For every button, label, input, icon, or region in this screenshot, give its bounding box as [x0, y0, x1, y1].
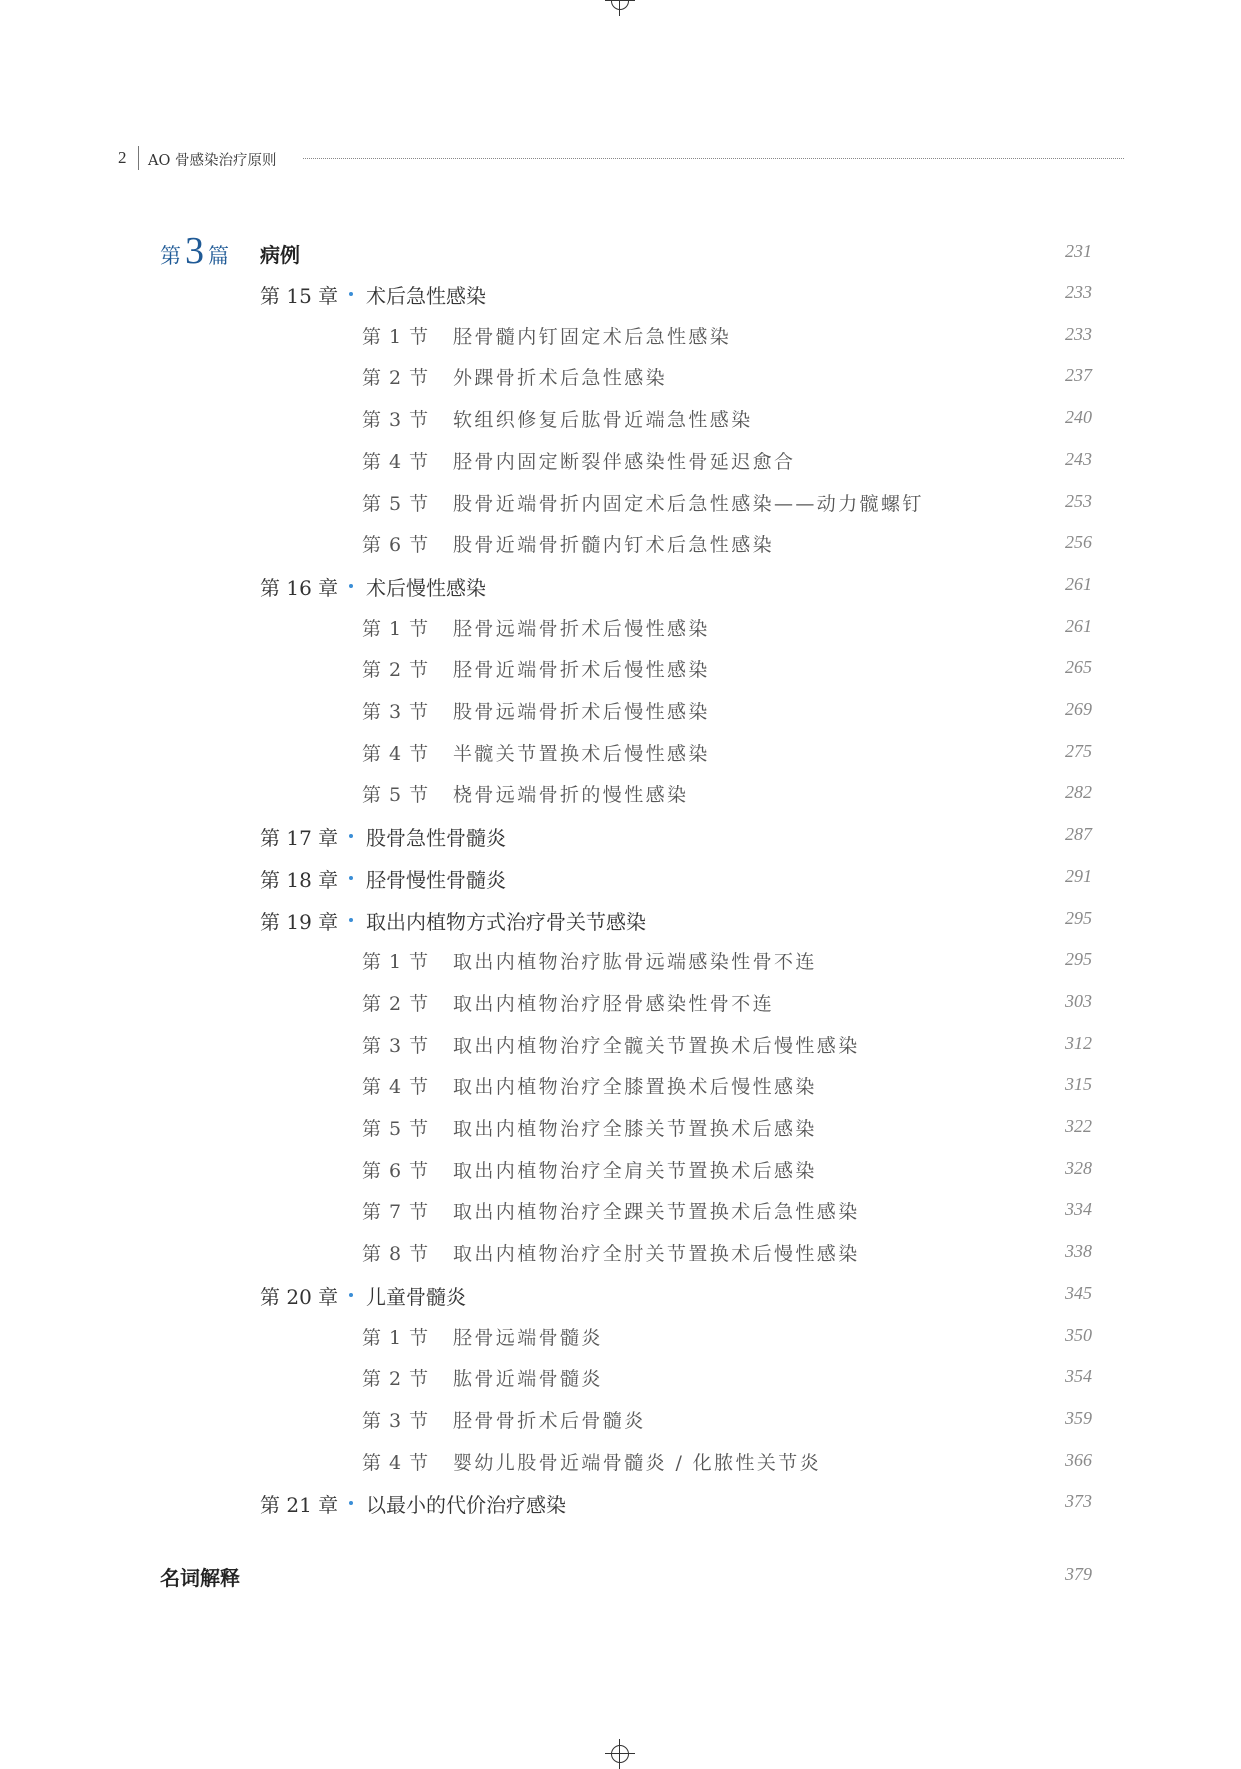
- section-label: 第 3 节: [362, 1410, 430, 1432]
- section-label: 第 8 节: [362, 1243, 430, 1265]
- part-suffix: 篇: [208, 244, 229, 268]
- page-number: 345: [1065, 1283, 1092, 1303]
- bullet-dot: [349, 918, 353, 922]
- section-title: 胫骨远端骨髓炎: [453, 1327, 603, 1349]
- section-label: 第 2 节: [362, 1368, 430, 1390]
- section-title: 胫骨近端骨折术后慢性感染: [453, 659, 710, 681]
- section-title: 胫骨内固定断裂伴感染性骨延迟愈合: [453, 451, 796, 473]
- page-number: 366: [1065, 1450, 1092, 1470]
- section-entry[interactable]: [0, 739, 1241, 769]
- section-label: 第 5 节: [362, 1118, 430, 1140]
- chapter-title: 以最小的代价治疗感染: [366, 1493, 566, 1517]
- chapter-entry[interactable]: [0, 1281, 1241, 1311]
- page-number: 322: [1065, 1116, 1092, 1136]
- section-entry[interactable]: [0, 1406, 1241, 1436]
- chapter-entry[interactable]: [0, 822, 1241, 852]
- section-label: 第 2 节: [362, 993, 430, 1015]
- part-prefix: 第: [160, 244, 181, 268]
- section-entry[interactable]: [0, 989, 1241, 1019]
- section-entry[interactable]: [0, 1197, 1241, 1227]
- bullet-dot: [349, 584, 353, 588]
- bullet-dot: [349, 1501, 353, 1505]
- section-title: 取出内植物治疗全膝关节置换术后感染: [453, 1118, 817, 1140]
- page-number: 269: [1065, 699, 1092, 719]
- chapter-label: 第 19 章: [260, 910, 339, 934]
- section-title: 肱骨近端骨髓炎: [453, 1368, 603, 1390]
- section-label: 第 6 节: [362, 1160, 430, 1182]
- page-number: 315: [1065, 1074, 1092, 1094]
- chapter-label: 第 20 章: [260, 1285, 339, 1309]
- page-number: 291: [1065, 866, 1092, 886]
- section-title: 取出内植物治疗全踝关节置换术后急性感染: [453, 1201, 860, 1223]
- page-number: 282: [1065, 782, 1092, 802]
- running-head: [118, 148, 1124, 170]
- section-title: 胫骨骨折术后骨髓炎: [453, 1410, 646, 1432]
- registration-mark-top: [605, 0, 635, 16]
- page-number: 359: [1065, 1408, 1092, 1428]
- section-entry[interactable]: [0, 530, 1241, 560]
- page-number: 261: [1065, 574, 1092, 594]
- page-number: 303: [1065, 991, 1092, 1011]
- part-number: 3: [185, 230, 204, 272]
- page-number: 265: [1065, 657, 1092, 677]
- section-entry[interactable]: [0, 405, 1241, 435]
- page-number: 334: [1065, 1199, 1092, 1219]
- section-label: 第 6 节: [362, 534, 430, 556]
- page-number: 240: [1065, 407, 1092, 427]
- section-label: 第 1 节: [362, 618, 430, 640]
- section-title: 股骨近端骨折内固定术后急性感染——动力髋螺钉: [453, 493, 924, 515]
- page-number: 275: [1065, 741, 1092, 761]
- bullet-dot: [349, 292, 353, 296]
- page-number: 350: [1065, 1325, 1092, 1345]
- section-entry[interactable]: [0, 614, 1241, 644]
- chapter-entry[interactable]: [0, 1489, 1241, 1519]
- section-label: 第 7 节: [362, 1201, 430, 1223]
- section-entry[interactable]: [0, 1239, 1241, 1269]
- chapter-entry[interactable]: [0, 572, 1241, 602]
- chapter-label: 第 17 章: [260, 826, 339, 850]
- chapter-label: 第 15 章: [260, 284, 339, 308]
- section-entry[interactable]: [0, 1114, 1241, 1144]
- section-title: 股骨远端骨折术后慢性感染: [453, 701, 710, 723]
- section-title: 股骨近端骨折髓内钉术后急性感染: [453, 534, 775, 556]
- running-head-separator: [138, 146, 139, 170]
- chapter-title: 术后慢性感染: [366, 576, 486, 600]
- page-number: 231: [1065, 241, 1092, 261]
- section-entry[interactable]: [0, 1072, 1241, 1102]
- section-entry[interactable]: [0, 1156, 1241, 1186]
- section-label: 第 3 节: [362, 1035, 430, 1057]
- section-label: 第 3 节: [362, 701, 430, 723]
- page-number: 237: [1065, 365, 1092, 385]
- section-entry[interactable]: [0, 780, 1241, 810]
- page-number: 295: [1065, 908, 1092, 928]
- bullet-dot: [349, 834, 353, 838]
- page-number: 261: [1065, 616, 1092, 636]
- section-entry[interactable]: [0, 697, 1241, 727]
- section-label: 第 2 节: [362, 367, 430, 389]
- page-number: 328: [1065, 1158, 1092, 1178]
- chapter-title: 胫骨慢性骨髓炎: [366, 868, 506, 892]
- chapter-label: 第 21 章: [260, 1493, 339, 1517]
- section-label: 第 4 节: [362, 743, 430, 765]
- section-entry[interactable]: [0, 1031, 1241, 1061]
- chapter-label: 第 16 章: [260, 576, 339, 600]
- section-entry[interactable]: [0, 322, 1241, 352]
- page-number: 243: [1065, 449, 1092, 469]
- section-title: 取出内植物治疗胫骨感染性骨不连: [453, 993, 775, 1015]
- section-label: 第 4 节: [362, 451, 430, 473]
- section-entry[interactable]: [0, 1323, 1241, 1353]
- chapter-entry[interactable]: [0, 280, 1241, 310]
- section-label: 第 1 节: [362, 951, 430, 973]
- glossary-entry[interactable]: [0, 1562, 1241, 1592]
- part-label: [160, 232, 229, 270]
- folio: 2: [118, 148, 127, 167]
- section-title: 外踝骨折术后急性感染: [453, 367, 668, 389]
- page-number: 253: [1065, 491, 1092, 511]
- part-heading: [0, 230, 1241, 272]
- chapter-entry[interactable]: [0, 864, 1241, 894]
- section-entry[interactable]: [0, 489, 1241, 519]
- section-entry[interactable]: [0, 1364, 1241, 1394]
- section-entry[interactable]: [0, 655, 1241, 685]
- section-title: 桡骨远端骨折的慢性感染: [453, 784, 689, 806]
- chapter-title: 儿童骨髓炎: [366, 1285, 466, 1309]
- section-title: 取出内植物治疗肱骨远端感染性骨不连: [453, 951, 817, 973]
- section-label: 第 2 节: [362, 659, 430, 681]
- section-label: 第 5 节: [362, 784, 430, 806]
- page-number: 295: [1065, 949, 1092, 969]
- section-title: 取出内植物治疗全髋关节置换术后慢性感染: [453, 1035, 860, 1057]
- section-title: 取出内植物治疗全肩关节置换术后感染: [453, 1160, 817, 1182]
- section-entry[interactable]: [0, 447, 1241, 477]
- section-label: 第 5 节: [362, 493, 430, 515]
- page-number: 373: [1065, 1491, 1092, 1511]
- dotted-rule: [303, 158, 1124, 159]
- page-number: 354: [1065, 1366, 1092, 1386]
- page-number: 338: [1065, 1241, 1092, 1261]
- section-label: 第 4 节: [362, 1076, 430, 1098]
- section-label: 第 4 节: [362, 1452, 430, 1474]
- section-title: 半髋关节置换术后慢性感染: [453, 743, 710, 765]
- page-number: 287: [1065, 824, 1092, 844]
- chapter-title: 股骨急性骨髓炎: [366, 826, 506, 850]
- page-number: 233: [1065, 324, 1092, 344]
- chapter-entry[interactable]: [0, 906, 1241, 936]
- chapter-title: 取出内植物方式治疗骨关节感染: [366, 910, 646, 934]
- section-title: 胫骨远端骨折术后慢性感染: [453, 618, 710, 640]
- page-number: 312: [1065, 1033, 1092, 1053]
- section-label: 第 1 节: [362, 326, 430, 348]
- section-title: 婴幼儿股骨近端骨髓炎 / 化脓性关节炎: [453, 1452, 822, 1474]
- section-title: 取出内植物治疗全膝置换术后慢性感染: [453, 1076, 817, 1098]
- glossary-title: 名词解释: [160, 1566, 240, 1590]
- chapter-label: 第 18 章: [260, 868, 339, 892]
- page-number: 233: [1065, 282, 1092, 302]
- section-entry[interactable]: [0, 1448, 1241, 1478]
- section-title: 软组织修复后肱骨近端急性感染: [453, 409, 753, 431]
- section-entry[interactable]: [0, 363, 1241, 393]
- page-number: 256: [1065, 532, 1092, 552]
- bullet-dot: [349, 876, 353, 880]
- book-title: AO 骨感染治疗原则: [148, 153, 277, 169]
- chapter-title: 术后急性感染: [366, 284, 486, 308]
- registration-mark-bottom: [605, 1739, 635, 1769]
- bullet-dot: [349, 1293, 353, 1297]
- section-entry[interactable]: [0, 947, 1241, 977]
- section-label: 第 3 节: [362, 409, 430, 431]
- part-title: 病例: [260, 243, 300, 267]
- section-label: 第 1 节: [362, 1327, 430, 1349]
- section-title: 取出内植物治疗全肘关节置换术后慢性感染: [453, 1243, 860, 1265]
- section-title: 胫骨髓内钉固定术后急性感染: [453, 326, 732, 348]
- page-number: 379: [1065, 1564, 1092, 1584]
